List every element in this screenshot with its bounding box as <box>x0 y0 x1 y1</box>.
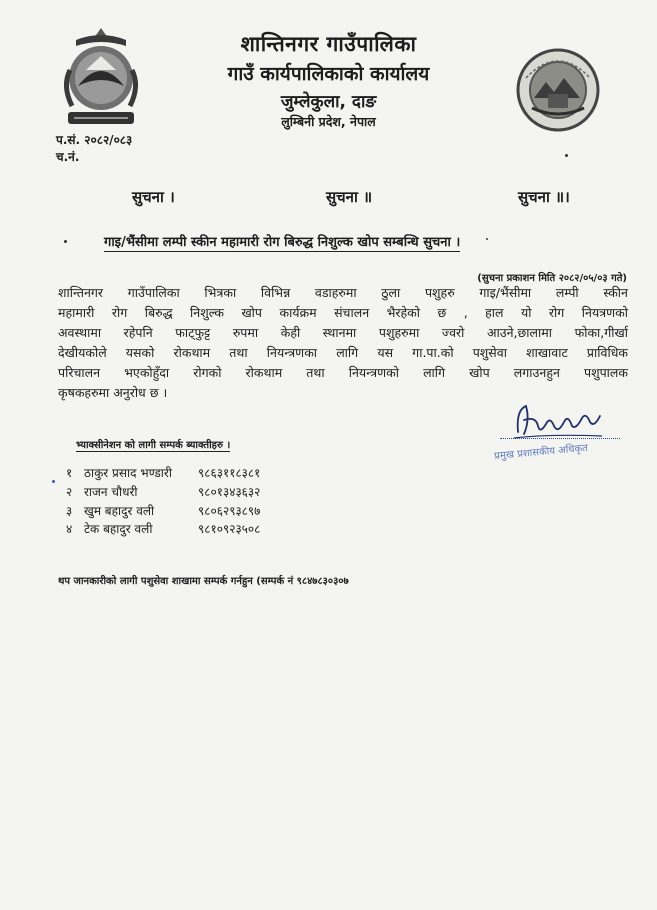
notice-subject <box>104 232 460 250</box>
scan-speck <box>64 240 67 243</box>
officer-stamp: प्रमुख प्रशासकीय अधिकृत <box>493 442 589 463</box>
contact-row <box>66 520 260 537</box>
body-line-5: परिचालन भएकोहुँदा रोगको रोकथाम तथा नियन्त्रणको लागि खोप लगाउनहुन पशुपालक <box>58 365 628 380</box>
contact-name: खुम बहादुर वली <box>84 504 155 518</box>
contact-phone: ९८६३११८३८१ <box>198 466 261 480</box>
contact-serial: १ <box>66 466 73 480</box>
contact-row <box>66 483 260 500</box>
office-name: शान्तिनगर गाउँपालिका <box>240 32 417 56</box>
contact-name: टेक बहादुर वली <box>84 522 153 536</box>
notice-subject-text: गाइ/भैंसीमा लम्पी स्कीन महामारी रोग बिरुद्ध निशुल्क खोप सम्बन्धि सुचना । <box>104 235 461 250</box>
contact-serial: ३ <box>66 504 73 518</box>
contact-serial: २ <box>66 485 73 499</box>
contact-phone: ९८०१३४३६३२ <box>198 485 261 499</box>
contacts-title <box>76 437 230 451</box>
notice-heading-3: सुचना ॥। <box>518 188 570 206</box>
scan-speck <box>486 238 488 240</box>
dispatch-number: च.नं. <box>56 150 80 164</box>
scan-speck <box>52 480 55 483</box>
contact-phone: ९८१०९२३५०८ <box>198 522 261 536</box>
office-location: जुम्लेकुला, दाङ <box>280 92 377 112</box>
scan-speck <box>565 154 568 157</box>
body-line-1: शान्तिनगर गाउँपालिका भित्रका विभिन्न वडाहरुमा ठुला पशुहरु गाइ/भैंसीमा लम्पी स्कीन <box>58 285 628 300</box>
contact-row <box>66 502 260 519</box>
contact-serial: ४ <box>66 522 73 536</box>
body-line-4: देखीयकोले यसको रोकथाम तथा नियन्त्रणका लागि यस गा.पा.को पशुसेवा शाखावाट प्राविधिक <box>58 345 628 360</box>
body-line-6: कृषकहरुमा अनुरोध छ । <box>58 385 168 400</box>
reference-number: प.सं. २०८२/०८३ <box>56 133 133 147</box>
contact-name: राजन चौधरी <box>84 485 138 499</box>
notice-heading-1: सुचना । <box>132 188 175 206</box>
notice-heading-2: सुचना ॥ <box>326 188 373 206</box>
footer-contact-note: थप जानकारीको लागी पशुसेवा शाखामा सम्पर्क गर्नहुन (सम्पर्क नं ९८४७८३०३०७ <box>58 576 349 587</box>
publication-date: (सुचना प्रकाशन मिति २०८२/०५/०३ गते) <box>477 273 627 284</box>
contact-row <box>66 464 260 481</box>
contact-phone: ९८०६२९३८९७ <box>198 504 261 518</box>
contacts-title-text: भ्याक्सीनेशन को लागी सम्पर्क ब्याक्तीहरु । <box>76 440 231 451</box>
office-subtitle: गाउँ कार्यपालिकाको कार्यालय <box>227 63 430 85</box>
body-line-3: अवस्थामा रहेपनि फाट्फुट्ट रुपमा केही स्थानमा पशुहरुमा ज्वरो आउने,छालामा फोका,गीर्खा <box>58 325 628 340</box>
body-line-2: महामारी रोग बिरुद्ध निशुल्क खोप कार्यक्रम संचालन भैरहेको छ , हाल यो रोग नियत्रणको <box>58 305 628 320</box>
signature-line <box>500 438 620 439</box>
office-province: लुम्बिनी प्रदेश, नेपाल <box>281 114 376 129</box>
contact-name: ठाकुर प्रसाद भण्डारी <box>84 466 172 480</box>
